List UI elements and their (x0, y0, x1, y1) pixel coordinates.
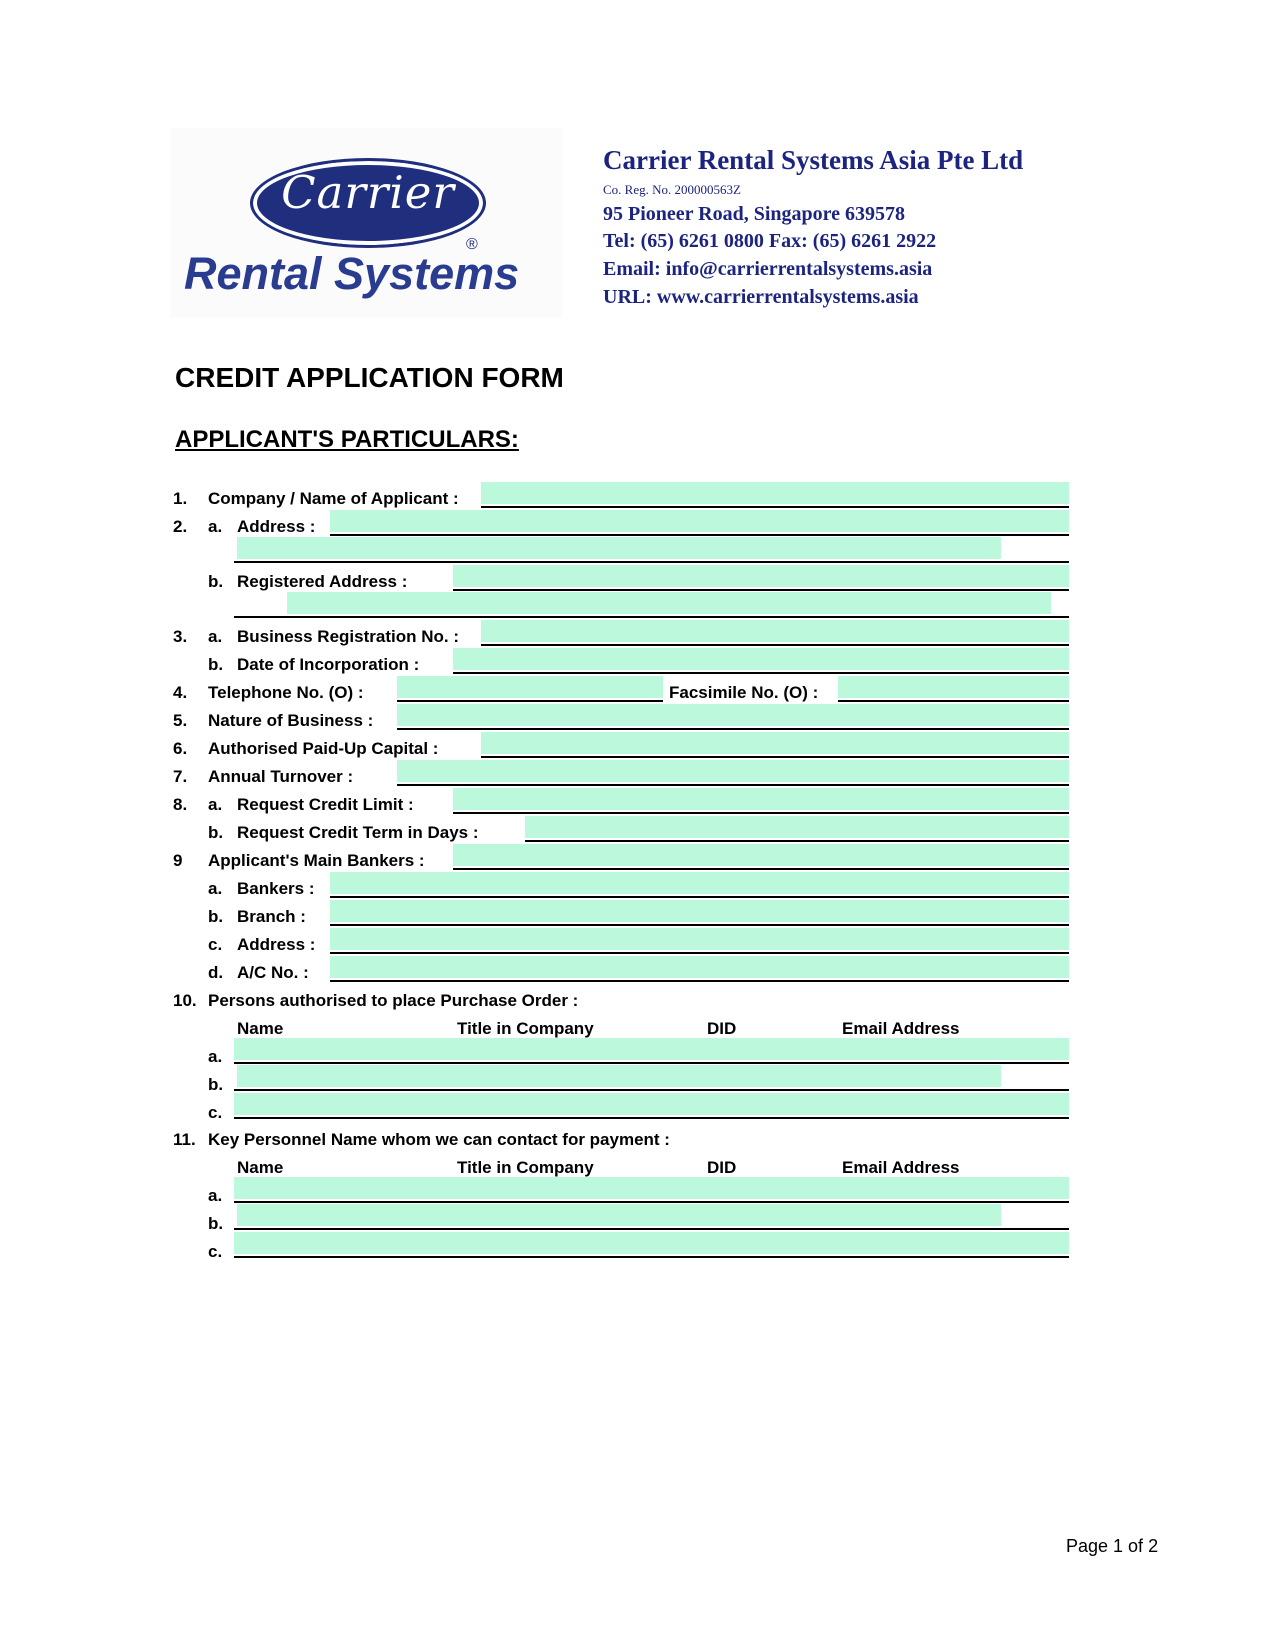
item-number: 2. (173, 517, 188, 536)
underline (525, 840, 1069, 842)
address-field[interactable] (330, 510, 1069, 532)
underline (234, 1089, 1069, 1091)
underline (234, 616, 1069, 618)
sub-label: c. (208, 935, 223, 954)
telephone-label: Telephone No. (O) : (208, 683, 364, 702)
underline (330, 924, 1069, 926)
branch-field[interactable] (330, 900, 1069, 922)
sub-label: b. (208, 907, 224, 926)
underline (397, 728, 1069, 730)
po-person-a-field[interactable] (234, 1038, 1069, 1060)
bank-address-field[interactable] (330, 928, 1069, 950)
sub-label: d. (208, 963, 224, 982)
business-reg-field[interactable] (481, 620, 1069, 642)
company-name: Carrier Rental Systems Asia Pte Ltd (603, 145, 1024, 175)
date-incorporation-field[interactable] (453, 648, 1069, 670)
column-header-name: Name (237, 1158, 284, 1177)
underline (481, 756, 1069, 758)
sub-label: a. (208, 879, 223, 898)
underline (330, 952, 1069, 954)
item-number: 5. (173, 711, 188, 730)
underline (330, 534, 1069, 536)
bankers-field[interactable] (330, 872, 1069, 894)
sub-label: b. (208, 655, 224, 674)
sub-label: a. (208, 795, 223, 814)
column-header-title: Title in Company (457, 1158, 594, 1177)
underline (481, 506, 1069, 508)
underline (234, 1228, 1069, 1230)
row-label: a. (208, 1047, 223, 1066)
registered-address-field[interactable] (453, 565, 1069, 587)
item-number: 4. (173, 683, 188, 702)
underline (330, 896, 1069, 898)
date-incorporation-label: Date of Incorporation : (237, 655, 420, 674)
page-number: Page 1 of 2 (1066, 1536, 1159, 1556)
company-reg-no: Co. Reg. No. 200000563Z (603, 182, 741, 197)
credit-limit-field[interactable] (453, 788, 1069, 810)
column-header-did: DID (707, 1019, 737, 1038)
credit-term-label: Request Credit Term in Days : (237, 823, 479, 842)
registered-mark: ® (466, 236, 478, 253)
underline (453, 589, 1069, 591)
telephone-field[interactable] (397, 676, 663, 698)
column-header-name: Name (237, 1019, 284, 1038)
key-personnel-label: Key Personnel Name whom we can contact for payment : (208, 1130, 670, 1149)
credit-limit-label: Request Credit Limit : (237, 795, 414, 814)
section-title: APPLICANT'S PARTICULARS: (175, 426, 519, 453)
company-url: URL: www.carrierrentalsystems.asia (603, 286, 919, 308)
address-field-line2[interactable] (237, 537, 1001, 559)
main-bankers-field[interactable] (453, 844, 1069, 866)
underline (453, 812, 1069, 814)
column-header-did: DID (707, 1158, 737, 1177)
facsimile-field[interactable] (838, 676, 1069, 698)
sub-label: a. (208, 627, 223, 646)
ac-no-field[interactable] (330, 956, 1069, 978)
row-label: b. (208, 1214, 224, 1233)
paid-up-capital-field[interactable] (481, 732, 1069, 754)
item-number: 6. (173, 739, 188, 758)
underline (234, 1062, 1069, 1064)
annual-turnover-label: Annual Turnover : (208, 767, 354, 786)
item-number: 3. (173, 627, 188, 646)
annual-turnover-field[interactable] (397, 760, 1069, 782)
address-label: Address : (237, 517, 316, 536)
key-person-c-field[interactable] (234, 1232, 1069, 1254)
key-person-b-field[interactable] (237, 1204, 1001, 1226)
business-reg-label: Business Registration No. : (237, 627, 459, 646)
underline (234, 1256, 1069, 1258)
ac-no-label: A/C No. : (237, 963, 309, 982)
underline (481, 644, 1069, 646)
underline (397, 784, 1069, 786)
item-number: 7. (173, 767, 188, 786)
nature-business-label: Nature of Business : (208, 711, 374, 730)
nature-business-field[interactable] (397, 704, 1069, 726)
company-name-label: Company / Name of Applicant : (208, 489, 459, 508)
branch-label: Branch : (237, 907, 306, 926)
persons-po-label: Persons authorised to place Purchase Order : (208, 991, 579, 1010)
underline (234, 1201, 1069, 1203)
main-bankers-label: Applicant's Main Bankers : (208, 851, 425, 870)
paid-up-capital-label: Authorised Paid-Up Capital : (208, 739, 439, 758)
facsimile-label: Facsimile No. (O) : (669, 683, 819, 702)
registered-address-label: Registered Address : (237, 572, 408, 591)
row-label: a. (208, 1186, 223, 1205)
item-number: 10. (173, 991, 197, 1010)
po-person-b-field[interactable] (237, 1065, 1001, 1087)
sub-label: b. (208, 572, 224, 591)
underline (838, 700, 1069, 702)
row-label: c. (208, 1242, 223, 1261)
credit-term-field[interactable] (525, 816, 1069, 838)
underline (453, 868, 1069, 870)
company-address: 95 Pioneer Road, Singapore 639578 (603, 203, 906, 225)
item-number: 1. (173, 489, 188, 508)
sub-label: b. (208, 823, 224, 842)
underline (234, 1117, 1069, 1119)
logo-brand-text: Carrier (281, 166, 455, 219)
underline (453, 672, 1069, 674)
row-label: c. (208, 1103, 223, 1122)
company-email: Email: info@carrierrentalsystems.asia (603, 258, 933, 280)
row-label: b. (208, 1075, 224, 1094)
company-tel-fax: Tel: (65) 6261 0800 Fax: (65) 6261 2922 (603, 230, 937, 252)
underline (234, 561, 1069, 563)
bank-address-label: Address : (237, 935, 316, 954)
bankers-label: Bankers : (237, 879, 315, 898)
registered-address-field-line2[interactable] (287, 592, 1051, 614)
logo-subtitle: Rental Systems (184, 248, 520, 299)
column-header-title: Title in Company (457, 1019, 594, 1038)
key-person-a-field[interactable] (234, 1177, 1069, 1199)
column-header-email: Email Address (842, 1158, 960, 1177)
underline (330, 980, 1069, 982)
po-person-c-field[interactable] (234, 1093, 1069, 1115)
sub-label: a. (208, 517, 223, 536)
item-number: 11. (173, 1130, 196, 1149)
item-number: 9 (173, 851, 183, 870)
company-name-field[interactable] (481, 482, 1069, 504)
column-header-email: Email Address (842, 1019, 960, 1038)
underline (397, 700, 663, 702)
item-number: 8. (173, 795, 188, 814)
form-title: CREDIT APPLICATION FORM (175, 362, 564, 393)
